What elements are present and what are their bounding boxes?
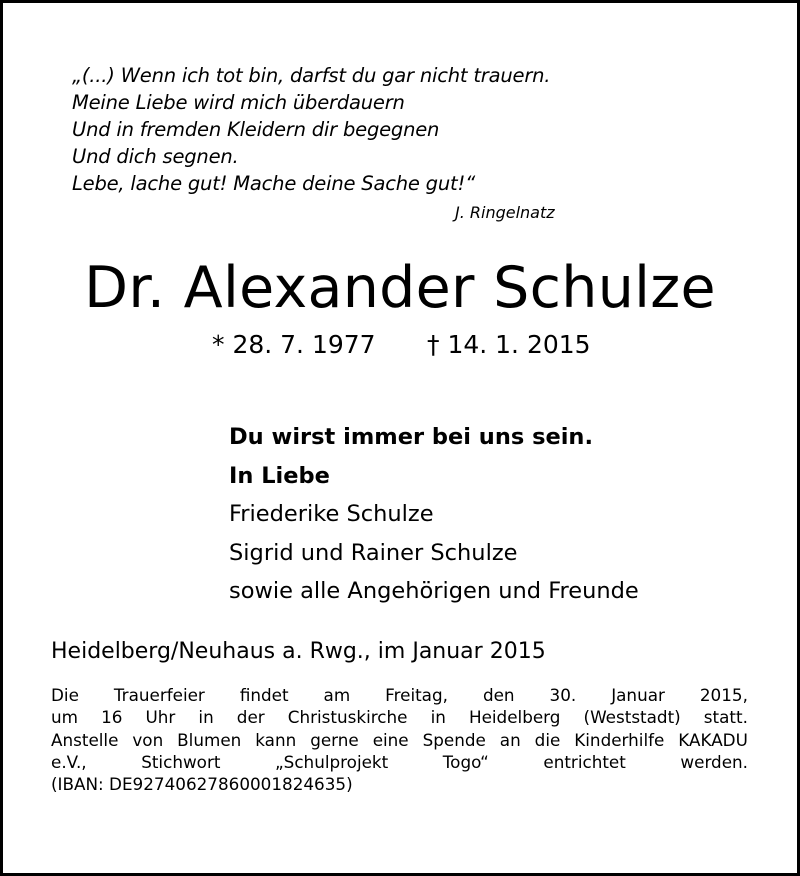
poem-line: Meine Liebe wird mich überdauern — [72, 91, 405, 114]
poem-line: „(...) Wenn ich tot bin, darfst du gar nicht trauern. — [72, 64, 551, 87]
farewell-line: Du wirst immer bei uns sein. — [229, 424, 593, 450]
mourner-name: Friederike Schulze — [229, 501, 434, 527]
death-date: † 14. 1. 2015 — [427, 330, 591, 359]
notice-line: e.V., Stichwort „Schulprojekt Togo“ entrichtet werden. — [51, 751, 748, 772]
mourner-name: Sigrid und Rainer Schulze — [229, 539, 518, 566]
notice-line: Anstelle von Blumen kann gerne eine Spende an die Kinderhilfe KAKADU — [51, 729, 748, 750]
place-date: Heidelberg/Neuhaus a. Rwg., im Januar 2015 — [51, 639, 546, 664]
deceased-name: Dr. Alexander Schulze — [84, 255, 716, 321]
poem-line: Und in fremden Kleidern dir begegnen — [72, 118, 440, 141]
poem — [72, 62, 550, 197]
mourner-name: sowie alle Angehörigen und Freunde — [229, 578, 639, 604]
poem-line: Und dich segnen. — [72, 145, 239, 168]
notice-line: (IBAN: DE92740627860001824635) — [51, 774, 353, 795]
notice-line: Die Trauerfeier findet am Freitag, den 30. Januar 2015, — [51, 685, 748, 705]
mourners-block — [229, 418, 639, 611]
funeral-notice — [51, 684, 748, 795]
birth-date: * 28. 7. 1977 — [212, 330, 376, 359]
poem-line: Lebe, lache gut! Mache deine Sache gut!“ — [72, 172, 475, 195]
notice-line: um 16 Uhr in der Christuskirche in Heidelberg (Weststadt) statt. — [51, 707, 748, 728]
in-love-line: In Liebe — [229, 462, 330, 489]
poem-author: J. Ringelnatz — [455, 203, 555, 222]
